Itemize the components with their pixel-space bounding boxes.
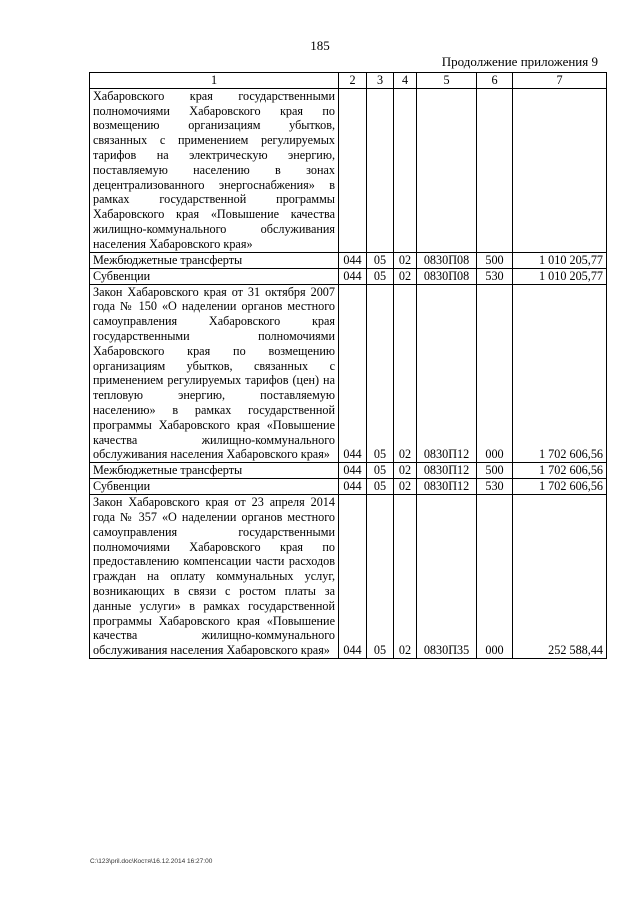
cell-target: 0830П35	[417, 495, 477, 659]
table-row	[90, 268, 607, 284]
budget-table	[89, 72, 607, 659]
table-row	[90, 495, 607, 659]
cell-section: 05	[367, 284, 394, 463]
cell-target: 0830П12	[417, 479, 477, 495]
cell-type	[477, 88, 513, 252]
row-description	[90, 88, 339, 252]
cell-type: 000	[477, 495, 513, 659]
column-header: 5	[417, 73, 477, 89]
row-description-text: Межбюджетные трансферты	[93, 463, 243, 478]
table-row	[90, 284, 607, 463]
cell-subsection: 02	[394, 268, 417, 284]
cell-amount: 252 588,44	[513, 495, 607, 659]
table-header-row	[90, 73, 607, 89]
cell-grbs: 044	[339, 284, 367, 463]
cell-amount: 1 010 205,77	[513, 252, 607, 268]
row-description	[90, 268, 339, 284]
cell-amount: 1 702 606,56	[513, 479, 607, 495]
cell-subsection: 02	[394, 479, 417, 495]
column-header: 7	[513, 73, 607, 89]
cell-subsection: 02	[394, 284, 417, 463]
cell-type: 530	[477, 479, 513, 495]
row-description-text: Закон Хабаровского края от 31 октября 2007 года № 150 «О наделении органов местного самоуправления Хабаровского края государственными полномочиями Хабаровского края по возмещению организациям убытков, связанных с применением регулируемых тарифов (цен) на тепловую энергию, поставляемую населению» в рамках государственной программы Хабаровского края «Повышение качества жилищно-коммунального обслуживания населения Хабаровского края»	[93, 284, 335, 462]
page-number: 185	[310, 38, 330, 53]
cell-section: 05	[367, 479, 394, 495]
cell-section: 05	[367, 463, 394, 479]
cell-amount	[513, 88, 607, 252]
document-path-footer: C:\123\pril.doc\Костя\16.12.2014 16:27:00	[90, 858, 213, 865]
cell-amount: 1 010 205,77	[513, 268, 607, 284]
table-row	[90, 252, 607, 268]
cell-grbs	[339, 88, 367, 252]
cell-section: 05	[367, 268, 394, 284]
cell-type: 500	[477, 252, 513, 268]
row-description-text: Межбюджетные трансферты	[93, 252, 243, 267]
row-description	[90, 252, 339, 268]
cell-grbs: 044	[339, 268, 367, 284]
column-header: 2	[339, 73, 367, 89]
cell-type: 000	[477, 284, 513, 463]
cell-section: 05	[367, 495, 394, 659]
row-description-text: Хабаровского края государственными полномочиями Хабаровского края по возмещению организациям убытков, связанных с применением регулируемых тарифов на электрическую энергию, поставляемую населению в зонах децентрализованного энергоснабжения» в рамках государственной программы Хабаровского края «Повышение качества жилищно-коммунального обслуживания населения Хабаровского края»	[93, 88, 335, 251]
row-description	[90, 495, 339, 659]
column-header: 3	[367, 73, 394, 89]
table-row	[90, 479, 607, 495]
cell-grbs: 044	[339, 252, 367, 268]
table-row	[90, 88, 607, 252]
column-header: 6	[477, 73, 513, 89]
cell-amount: 1 702 606,56	[513, 284, 607, 463]
cell-type: 500	[477, 463, 513, 479]
cell-target: 0830П08	[417, 268, 477, 284]
cell-type: 530	[477, 268, 513, 284]
cell-grbs: 044	[339, 463, 367, 479]
cell-target: 0830П12	[417, 284, 477, 463]
column-header: 1	[90, 73, 339, 89]
cell-subsection: 02	[394, 463, 417, 479]
cell-subsection	[394, 88, 417, 252]
cell-amount: 1 702 606,56	[513, 463, 607, 479]
cell-grbs: 044	[339, 495, 367, 659]
cell-grbs: 044	[339, 479, 367, 495]
row-description	[90, 463, 339, 479]
cell-subsection: 02	[394, 252, 417, 268]
row-description-text: Субвенции	[93, 479, 151, 494]
row-description	[90, 479, 339, 495]
row-description	[90, 284, 339, 463]
appendix-continuation-label: Продолжение приложения 9	[441, 54, 598, 69]
column-header: 4	[394, 73, 417, 89]
cell-subsection: 02	[394, 495, 417, 659]
cell-target	[417, 88, 477, 252]
table-row	[90, 463, 607, 479]
cell-section	[367, 88, 394, 252]
row-description-text: Закон Хабаровского края от 23 апреля 2014 года № 357 «О наделении органов местного самоуправления государственными полномочиями Хабаровского края по предоставлению компенсации части расходов граждан на оплату коммунальных услуг, возникающих в связи с ростом платы за данные услуги» в рамках государственной программы Хабаровского края «Повышение качества жилищно-коммунального обслуживания населения Хабаровского края»	[93, 495, 335, 658]
cell-section: 05	[367, 252, 394, 268]
cell-target: 0830П08	[417, 252, 477, 268]
row-description-text: Субвенции	[93, 268, 151, 283]
cell-target: 0830П12	[417, 463, 477, 479]
